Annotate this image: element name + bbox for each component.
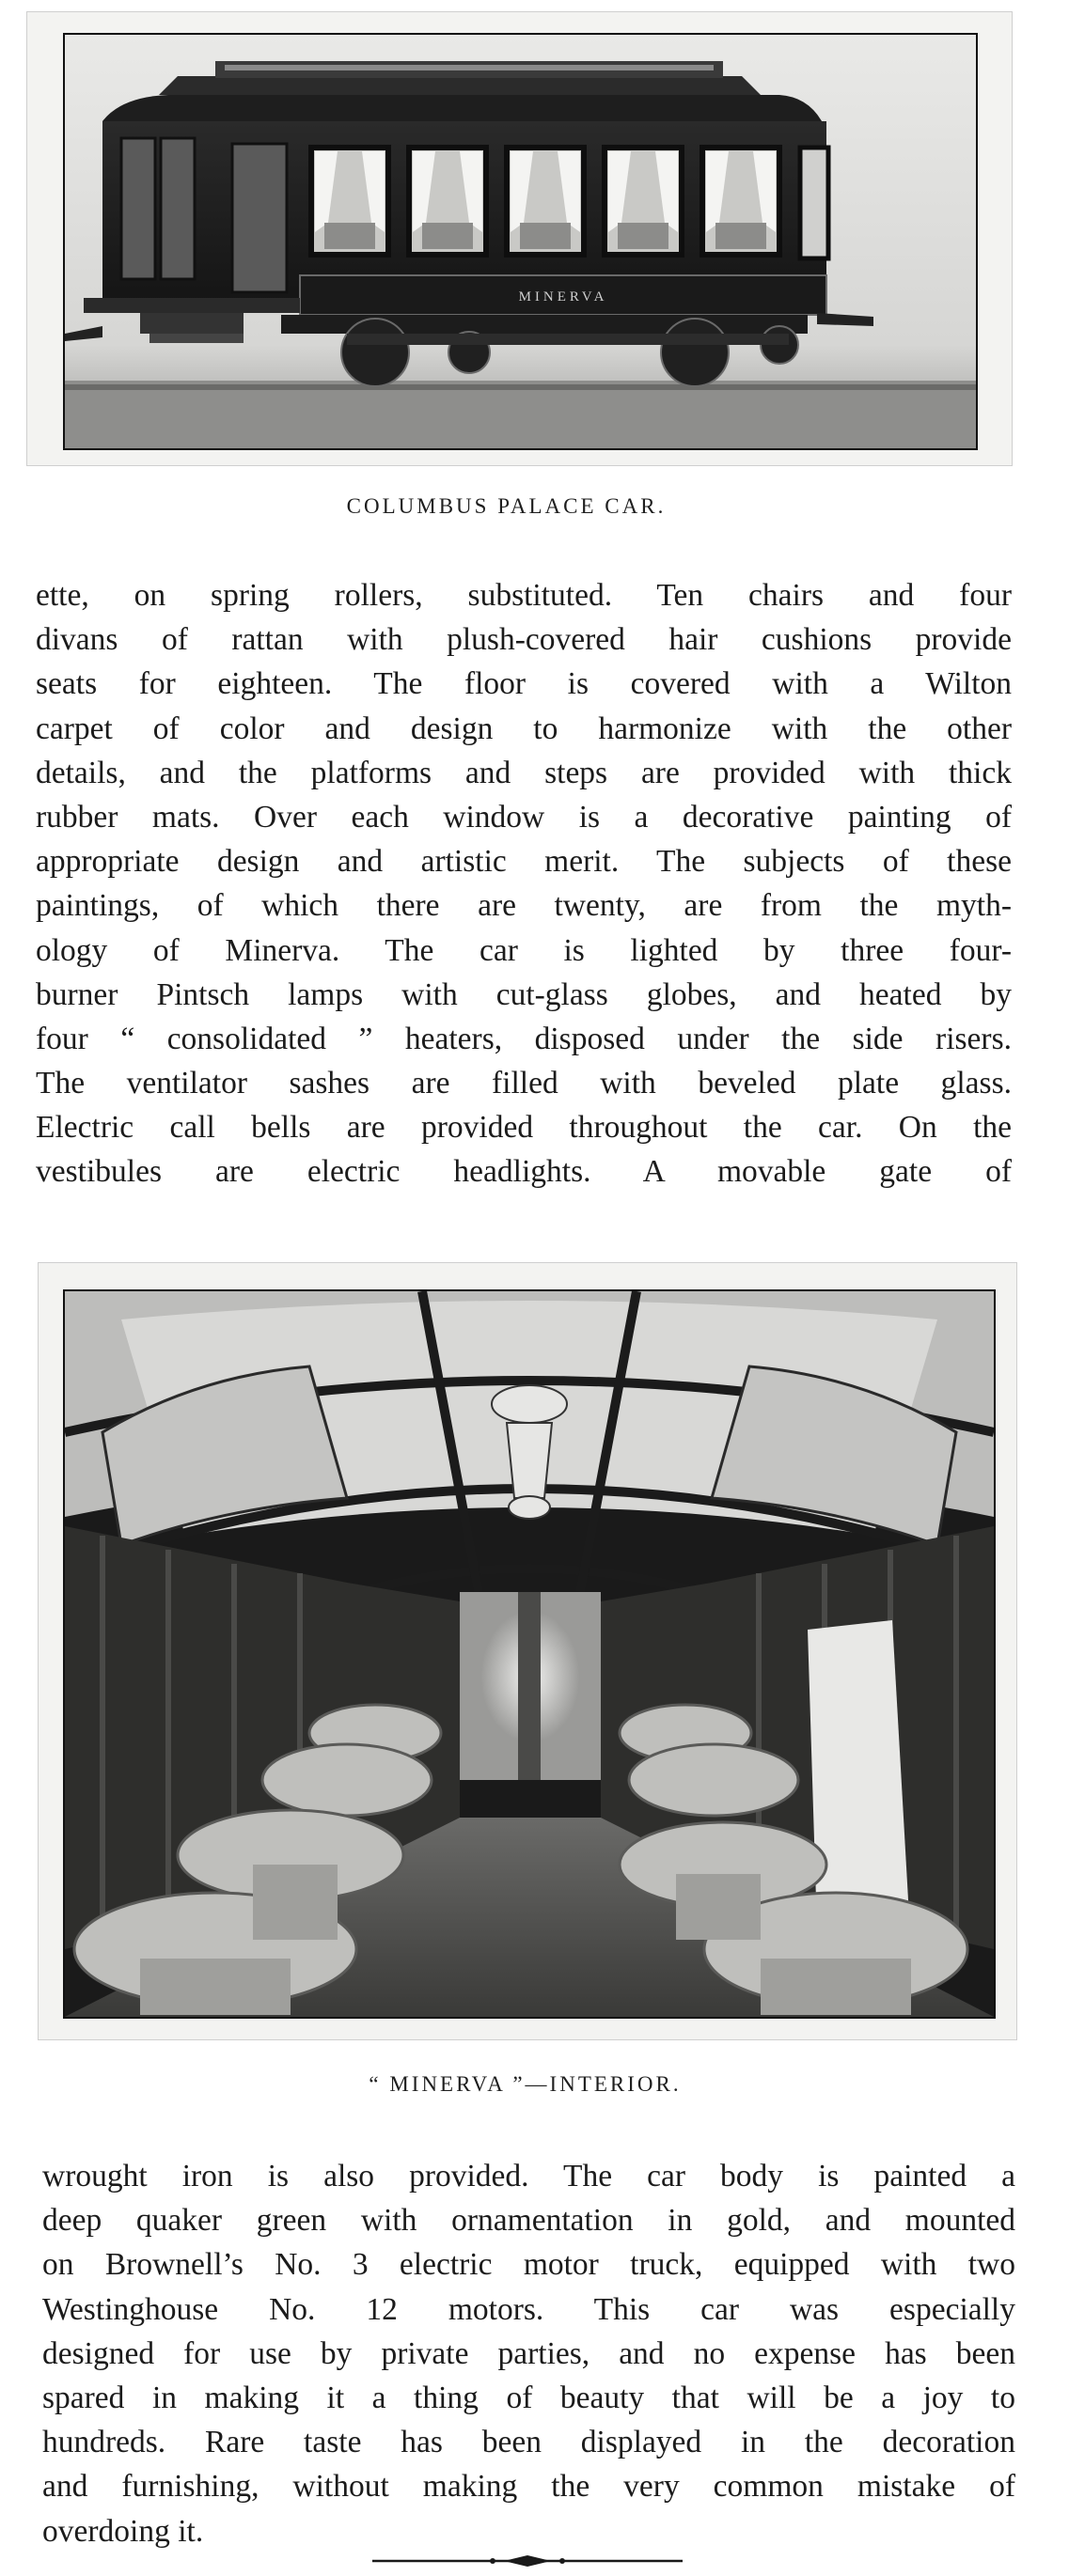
text-line: Electric call bells are provided throughout the car. On the	[36, 1110, 1012, 1146]
car-name-lettering: MINERVA	[518, 289, 608, 304]
body-paragraph-1	[36, 573, 1012, 1194]
text-line: designed for use by private parties, and no expense has been	[42, 2335, 1015, 2371]
text-line: carpet of color and design to harmonize with the other	[36, 710, 1012, 746]
figure-caption-interior: “ MINERVA ”—INTERIOR.	[369, 2072, 682, 2096]
text-line: vestibules are electric headlights. A movable gate of	[36, 1154, 1012, 1190]
text-line: four “ consolidated ” heaters, disposed under the side risers.	[36, 1021, 1012, 1056]
photo-plate-exterior	[26, 11, 1013, 466]
text-line: and furnishing, without making the very common mistake of	[42, 2469, 1015, 2505]
palace-car-illustration	[65, 35, 976, 448]
ornamental-divider	[372, 2554, 683, 2568]
text-line: paintings, of which there are twenty, are from the myth-	[36, 888, 1012, 924]
text-line: wrought iron is also provided. The car body is painted a	[42, 2159, 1015, 2194]
text-line: ette, on spring rollers, substituted. Ten chairs and four	[36, 578, 1012, 613]
text-line: ology of Minerva. The car is lighted by three four-	[36, 932, 1012, 968]
text-line: The ventilator sashes are filled with beveled plate glass.	[36, 1066, 1012, 1101]
photo-minerva-interior	[63, 1289, 996, 2019]
body-paragraph-2	[42, 2154, 1015, 2553]
car-interior-illustration	[65, 1291, 994, 2017]
photo-plate-interior	[38, 1262, 1017, 2040]
figure-caption-exterior: COLUMBUS PALACE CAR.	[346, 494, 667, 518]
photo-palace-car-exterior	[63, 33, 978, 450]
text-line: divans of rattan with plush-covered hair cushions provide	[36, 622, 1012, 658]
text-line: seats for eighteen. The floor is covered with a Wilton	[36, 666, 1012, 702]
text-line: deep quaker green with ornamentation in gold, and mounted	[42, 2203, 1015, 2239]
text-line: on Brownell’s No. 3 electric motor truck, equipped with two	[42, 2247, 1015, 2283]
text-line: rubber mats. Over each window is a decorative painting of	[36, 799, 1012, 835]
text-line: details, and the platforms and steps are provided with thick	[36, 755, 1012, 790]
text-line: appropriate design and artistic merit. The subjects of these	[36, 844, 1012, 880]
text-line: overdoing it.	[42, 2513, 204, 2549]
text-line: burner Pintsch lamps with cut-glass globes, and heated by	[36, 976, 1012, 1012]
text-line: spared in making it a thing of beauty that will be a joy to	[42, 2380, 1015, 2415]
text-line: Westinghouse No. 12 motors. This car was especially	[42, 2291, 1015, 2327]
text-line: hundreds. Rare taste has been displayed in the decoration	[42, 2425, 1015, 2460]
